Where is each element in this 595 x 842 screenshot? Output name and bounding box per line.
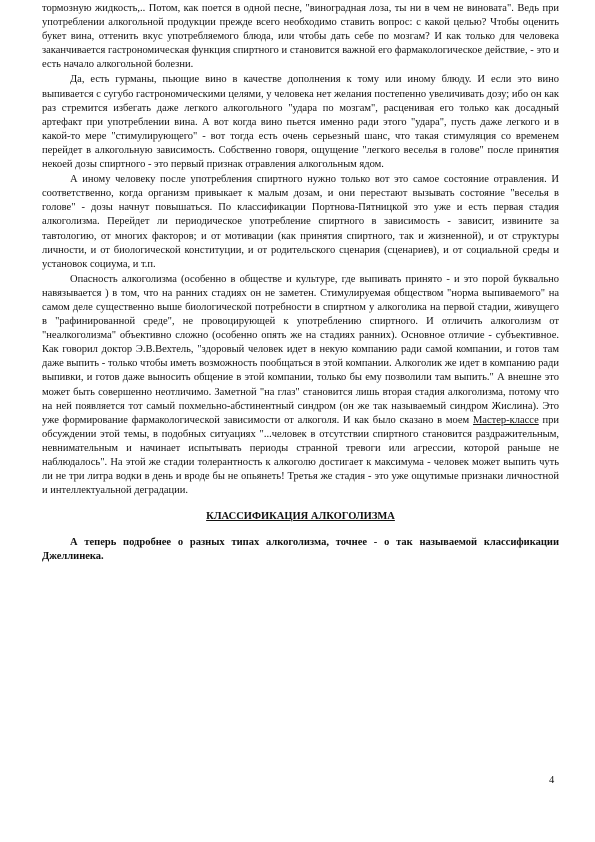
section-heading: КЛАССИФИКАЦИЯ АЛКОГОЛИЗМА: [206, 511, 395, 523]
paragraph-4-part-b: при обсуждении этой темы, в подобных ситуациях "...человек в отсутствии спиртного становится раздражительным, невнимательным и начинает испытывать периоды странной тревоги или агрессии, которой раньше не наблюдалось". На этой же стадии толерантность к алкоголю достигает к максимума - человек может выпить чуть ли не три литра водки в день и вроде бы не опьянеть! Третья же стадия - это уже ощутимые признаки личностной и интеллектуальной деградации.: [42, 414, 559, 497]
page-number: 4: [549, 775, 555, 786]
document-body: [42, 2, 559, 566]
paragraph-2: Да, есть гурманы, пьющие вино в качестве дополнения к тому или иному блюду. И если это вино выпивается с сугубо гастрономическими целями, у человека нет желания постепенно увеличивать дозу; ибо он как раз стремится избегать даже легкого алкогольного "удара по мозгам", расценивая его только как досадный артефакт при употреблении вина. А вот когда вино пьется именно ради этого "удара", пусть даже легкого и в какой-то мере "стимулирующего" - вот тогда есть очень серьезный шанс, что такая стимуляция со временем перейдет в алкогольную зависимость. Собственно говоря, ощущение "легкого веселья в голове" после принятия некоей дозы спиртного - это первый признак отравления алкогольным ядом.: [42, 74, 559, 171]
paragraph-4: [42, 273, 559, 499]
lead-paragraph: А теперь подробнее о разных типах алкоголизма, точнее - о так называемой классификации Джеллинека.: [42, 537, 559, 563]
paragraph-4-part-a: Опасность алкоголизма (особенно в обществе и культуре, где выпивать принято - и это порой буквально навязывается ) в том, что на ранних стадиях он не заметен. Стимулируемая обществом "норма выпиваемого" на самом деле существенно выше биологической потребности в спиртном у алкоголика на первой стадии, живущего в "рафинированной среде", не провоцирующей к употреблению спиртного. И отличить алкоголизм от "неалкоголизма" объективно сложно (особенно опять же на стадиях ранних). Основное отличие - субъективное. Как говорил доктор Э.В.Вехтель, "здоровый человек идет в некую компанию ради самой компании, и готов там даже выпить - только чтобы иметь возможность пообщаться в этой компании. Алкоголик же идет в компанию ради выпивки, и готов даже выносить общение в этой компании, только бы ему позволили там выпить." А внешне это может быть совершенно неотличимо. Заметной "на глаз" становится лишь вторая стадия алкоголизма, потому что на ней появляется тот самый похмельно-абстинентный синдром (он же так называемый синдром Жислина). Это уже формирование фармакологической зависимости от алкоголя. И как было сказано в моем: [42, 273, 559, 426]
master-class-link[interactable]: Мастер-классе: [472, 414, 539, 426]
paragraph-1: тормозную жидкость,.. Потом, как поется в одной песне, "виноградная лоза, ты ни в чем не виновата". Ведь при употреблении алкогольной продукции прежде всего необходимо ставить вопрос: с какой целью? Чтобы оценить букет вина, оттенить вкус употребляемого блюда, или чтобы дать себе по мозгам? И как только для человека заканчивается гастрономическая функция спиртного и становится важной его фармакологическое действие, - это и есть начало алкогольной болезни.: [42, 3, 559, 71]
paragraph-3: А иному человеку после употребления спиртного нужно только вот это самое состояние отравления. И соответственно, когда организм привыкает к малым дозам, и они перестают вызывать состояние "веселья в голове" - дозы начнут повышаться. По классификации Портнова-Пятницкой это уже и есть первая стадия алкоголизма. Перейдет ли периодическое употребление спиртного в зависимость - зависит, извините за тавтологию, от многих факторов; и от мотивации (как принятия спиртного, так и жизненной), и от структуры личности, и от биологической конституции, и от родительского сценария (сценариев), и от социальной среды и установок социума, и т.п.: [42, 174, 559, 270]
